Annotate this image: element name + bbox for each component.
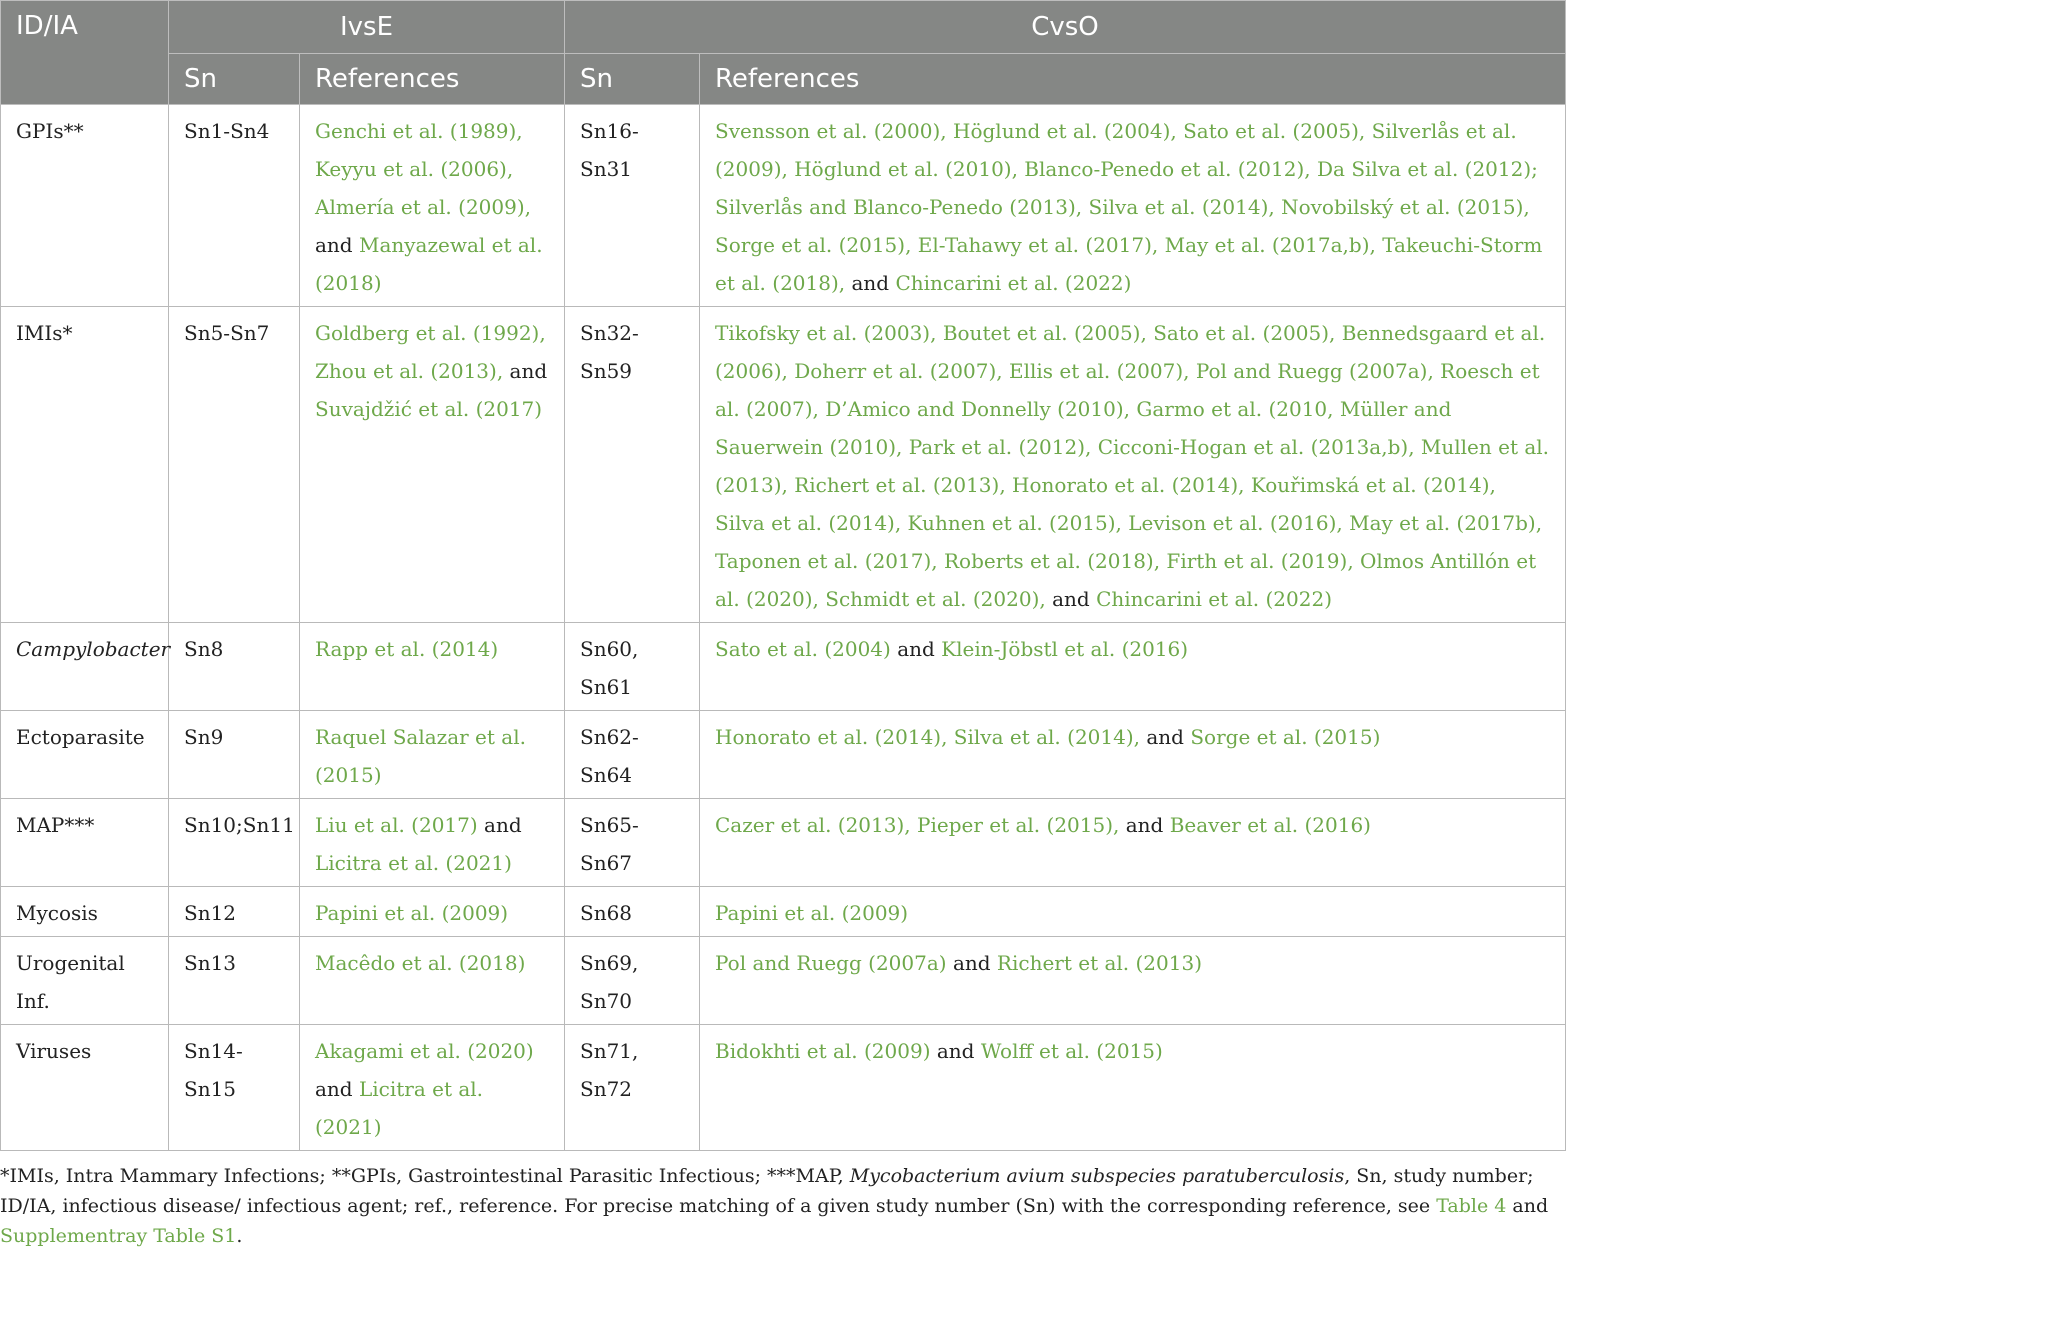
row-ivse-references [300, 623, 565, 711]
row-disease-name: GPIs** [1, 105, 169, 307]
row-disease-name: Campylobacter [1, 623, 169, 711]
row-ivse-sn: Sn14-Sn15 [169, 1025, 300, 1151]
reference-conjunction: and [509, 359, 548, 383]
row-cvso-sn: Sn60, Sn61 [565, 623, 700, 711]
reference-link[interactable]: Chincarini et al. (2022) [895, 271, 1132, 295]
reference-link[interactable]: Zhou et al. (2013), [315, 359, 504, 383]
row-disease-name: Mycosis [1, 887, 169, 937]
reference-link[interactable]: Keyyu et al. (2006), [315, 157, 514, 181]
row-cvso-references [700, 1025, 1566, 1151]
reference-link[interactable]: Suvajdžić et al. (2017) [315, 397, 543, 421]
table-row [1, 711, 1566, 799]
row-cvso-references [700, 711, 1566, 799]
reference-link[interactable]: Pol and Ruegg (2007a) [715, 951, 947, 975]
reference-conjunction: and [952, 951, 991, 975]
footnote-map-species: Mycobacterium avium subspecies paratuberculosis [849, 1165, 1345, 1187]
reference-link[interactable]: Richert et al. (2013) [996, 951, 1203, 975]
row-disease-name: Viruses [1, 1025, 169, 1151]
reference-link[interactable]: Klein-Jöbstl et al. (2016) [941, 637, 1189, 661]
reference-link[interactable]: Akagami et al. (2020) [315, 1039, 534, 1063]
footnote-text-1: *IMIs, Intra Mammary Infections; **GPIs, Gastrointestinal Parasitic Infectious; ***MAP, [0, 1165, 850, 1187]
row-cvso-references [700, 623, 1566, 711]
reference-link[interactable]: Tikofsky et al. (2003), Boutet et al. (2005), Sato et al. (2005), Bennedsgaard et al. (2006), Doherr et al. (2007), Ellis et al. (2007), Pol and Ruegg (2007a), Roesch et al. (2007), D’Amico and Donnelly (2010), Garmo et al. (2010, Müller and Sauerwein (2010), Park et al. (2012), Cicconi-Hogan et al. (2013a,b), Mullen et al. (2013), Richert et al. (2013), Honorato et al. (2014), Kouřimská et al. (2014), Silva et al. (2014), Kuhnen et al. (2015), Levison et al. (2016), May et al. (2017b), Taponen et al. (2017), Roberts et al. (2018), Firth et al. (2019), Olmos Antillón et al. (2020), Schmidt et al. (2020), [715, 321, 1550, 611]
table-row [1, 887, 1566, 937]
table-row [1, 799, 1566, 887]
reference-link[interactable]: Rapp et al. (2014) [315, 637, 499, 661]
reference-link[interactable]: Licitra et al. (2021) [315, 851, 512, 875]
reference-conjunction: and [851, 271, 890, 295]
header-ivse-references: References [300, 54, 565, 105]
reference-conjunction: and [897, 637, 935, 661]
reference-link[interactable]: Liu et al. (2017) [315, 813, 478, 837]
reference-link[interactable]: Honorato et al. (2014), Silva et al. (2014), [715, 725, 1141, 749]
table-row [1, 307, 1566, 623]
reference-link[interactable]: Svensson et al. (2000), Höglund et al. (2004), Sato et al. (2005), Silverlås et al. (2009), Höglund et al. (2010), Blanco-Penedo et al. (2012), Da Silva et al. (2012); Silverlås and Blanco-Penedo (2013), Silva et al. (2014), Novobilský et al. (2015), Sorge et al. (2015), El-Tahawy et al. (2017), May et al. (2017a,b), Takeuchi-Storm et al. (2018), [715, 119, 1543, 295]
reference-link[interactable]: Sorge et al. (2015) [1190, 725, 1381, 749]
row-cvso-sn: Sn32-Sn59 [565, 307, 700, 623]
header-cvso-sn: Sn [565, 54, 700, 105]
reference-link[interactable]: Sato et al. (2004) [715, 637, 891, 661]
table-footnote [0, 1151, 1565, 1251]
reference-link[interactable]: Raquel Salazar et al. (2015) [315, 725, 526, 787]
reference-link[interactable]: Licitra et al. (2021) [315, 1077, 484, 1139]
reference-link[interactable]: Papini et al. (2009) [715, 901, 909, 925]
row-cvso-sn: Sn65-Sn67 [565, 799, 700, 887]
row-cvso-sn: Sn71, Sn72 [565, 1025, 700, 1151]
row-cvso-sn: Sn68 [565, 887, 700, 937]
header-cvso-references: References [700, 54, 1566, 105]
row-ivse-references [300, 307, 565, 623]
reference-conjunction: and [1146, 725, 1184, 749]
row-ivse-references [300, 887, 565, 937]
table-body [1, 105, 1566, 1151]
reference-conjunction: and [484, 813, 522, 837]
reference-conjunction: and [1052, 587, 1090, 611]
footnote-text-2: , Sn, study number; ID/IA, infectious disease/ infectious agent; ref., reference. For precise matching of a given study number (Sn) with the corresponding reference, see [0, 1165, 1534, 1217]
row-disease-name: IMIs* [1, 307, 169, 623]
reference-link[interactable]: Manyazewal et al. (2018) [315, 233, 543, 295]
row-ivse-references [300, 799, 565, 887]
reference-link[interactable]: Macêdo et al. (2018) [315, 951, 526, 975]
row-disease-name: Ectoparasite [1, 711, 169, 799]
row-ivse-references [300, 711, 565, 799]
reference-link[interactable]: Beaver et al. (2016) [1169, 813, 1371, 837]
reference-link[interactable]: Genchi et al. (1989), [315, 119, 523, 143]
header-id-ia: ID/IA [1, 1, 169, 105]
reference-link[interactable]: Papini et al. (2009) [315, 901, 509, 925]
footnote-link-table4[interactable]: Table 4 [1436, 1195, 1507, 1217]
row-cvso-sn: Sn16-Sn31 [565, 105, 700, 307]
row-cvso-references [700, 307, 1566, 623]
row-disease-name: MAP*** [1, 799, 169, 887]
row-ivse-references [300, 937, 565, 1025]
table-row [1, 937, 1566, 1025]
reference-link[interactable]: Goldberg et al. (1992), [315, 321, 546, 345]
row-cvso-references [700, 799, 1566, 887]
row-cvso-sn: Sn69, Sn70 [565, 937, 700, 1025]
row-ivse-sn: Sn5-Sn7 [169, 307, 300, 623]
table-row [1, 1025, 1566, 1151]
reference-conjunction: and [1125, 813, 1164, 837]
row-cvso-references [700, 937, 1566, 1025]
row-ivse-sn: Sn9 [169, 711, 300, 799]
footnote-end: . [236, 1225, 243, 1247]
table-row [1, 623, 1566, 711]
row-cvso-sn: Sn62-Sn64 [565, 711, 700, 799]
reference-link[interactable]: Almería et al. (2009), [315, 195, 532, 219]
footnote-and: and [1512, 1195, 1549, 1217]
reference-conjunction: and [936, 1039, 975, 1063]
header-group-cvso: CvsO [565, 1, 1566, 54]
reference-link[interactable]: Chincarini et al. (2022) [1096, 587, 1333, 611]
row-ivse-sn: Sn10;Sn11 [169, 799, 300, 887]
row-disease-name: Urogenital Inf. [1, 937, 169, 1025]
row-ivse-references [300, 1025, 565, 1151]
header-ivse-sn: Sn [169, 54, 300, 105]
row-cvso-references [700, 887, 1566, 937]
row-ivse-references [300, 105, 565, 307]
reference-link[interactable]: Cazer et al. (2013), Pieper et al. (2015), [715, 813, 1120, 837]
reference-link[interactable]: Bidokhti et al. (2009) [715, 1039, 931, 1063]
table-row [1, 105, 1566, 307]
reference-conjunction: and [315, 1077, 353, 1101]
row-cvso-references [700, 105, 1566, 307]
row-ivse-sn: Sn8 [169, 623, 300, 711]
header-group-ivse: IvsE [169, 1, 565, 54]
row-ivse-sn: Sn1-Sn4 [169, 105, 300, 307]
row-ivse-sn: Sn13 [169, 937, 300, 1025]
table-header [1, 1, 1566, 105]
reference-link[interactable]: Wolff et al. (2015) [980, 1039, 1163, 1063]
reference-conjunction: and [315, 233, 353, 257]
row-ivse-sn: Sn12 [169, 887, 300, 937]
footnote-link-supplementary[interactable]: Supplementray Table S1 [0, 1225, 237, 1247]
